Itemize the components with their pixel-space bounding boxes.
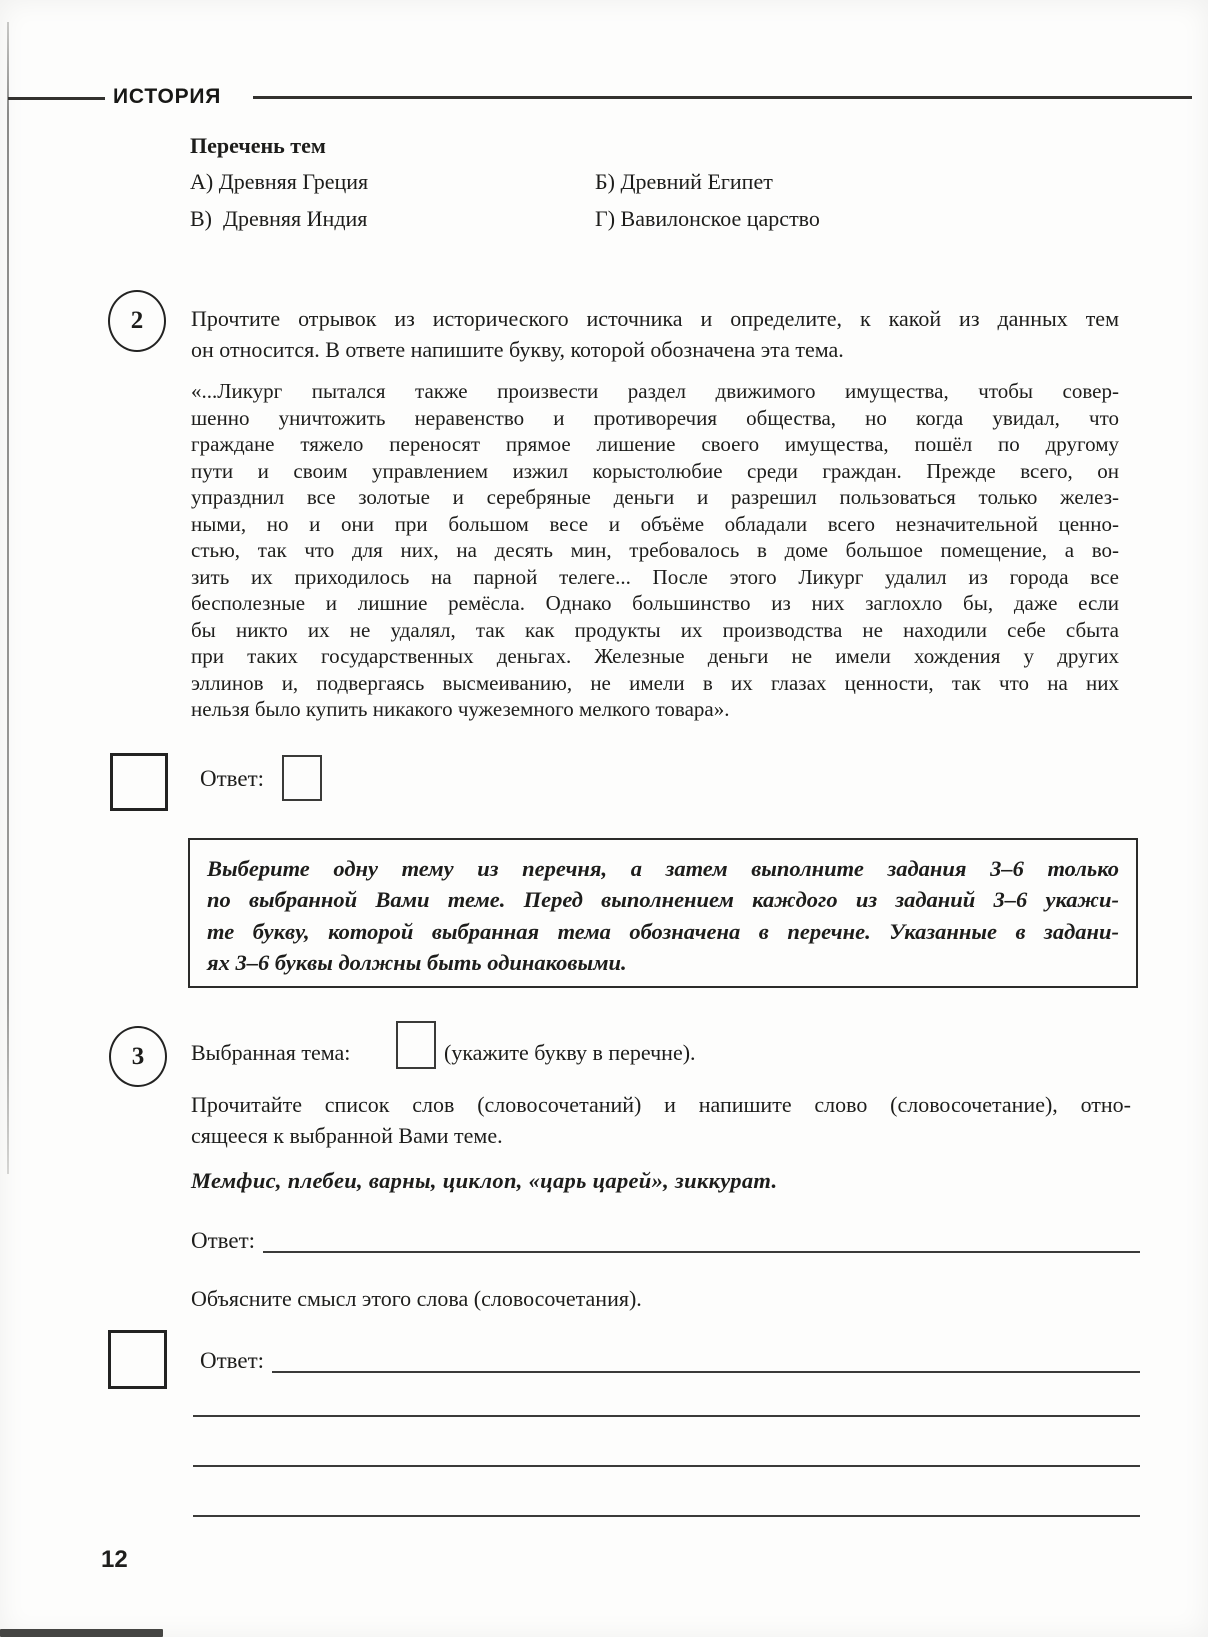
passage-line: «...Ликург пытался также произвести раздел движимого имущества, чтобы совер- [191, 379, 1119, 403]
theme-item-b [595, 169, 773, 195]
question-2-score-box[interactable] [110, 753, 168, 811]
answer-blank-line[interactable] [193, 1494, 1140, 1517]
theme-text-b: Древний Египет [620, 169, 773, 194]
theme-letter-g: Г) [595, 206, 616, 231]
passage-line: упразднил все золотые и серебряные деньги и разрешил пользоваться только желез- [191, 485, 1119, 509]
scan-artifact-bar [0, 1629, 163, 1637]
passage-line: бесполезные и лишние ремёсла. Однако большинство из них заглохло бы, даже если [191, 591, 1119, 615]
question-2-instruction-line: Прочтите отрывок из исторического источника и определите, к какой из данных тем [191, 306, 1119, 331]
passage-line: эллинов и, подвергаясь высмеиванию, не имели в их глазах ценности, так что на них [191, 670, 1119, 695]
passage-line: зить их приходилось на парной телеге... После этого Ликург удалил из города все [191, 564, 1119, 589]
chosen-theme-box[interactable] [396, 1021, 436, 1069]
passage-line: при таких государственных деньгах. Железные деньги не имели хождения у других [191, 644, 1119, 668]
question-3-answer-label-1: Ответ: [191, 1228, 256, 1253]
question-2-answer-box[interactable] [282, 755, 322, 801]
page-binding-crease [7, 22, 9, 1174]
theme-text-v: Древняя Индия [223, 206, 368, 231]
instruction-line: те букву, которой выбранная тема обозначена в перечне. Указанные в задани- [207, 918, 1119, 944]
passage-line: ными, но и они при большом весе и объёме обладали всего незначительной ценно- [191, 511, 1119, 536]
theme-letter-v: В) [190, 206, 212, 231]
word-list: Мемфис, плебеи, варны, циклоп, «царь царей», зиккурат. [191, 1168, 778, 1193]
question-2-number: 2 [130, 307, 144, 334]
theme-item-g [595, 206, 820, 232]
instruction-line: ях 3–6 буквы должны быть одинаковыми. [207, 950, 627, 976]
question-3-task-line: Прочитайте список слов (словосочетаний) и напишите слово (словосочетание), отно- [191, 1092, 1131, 1117]
theme-selection-instruction-box [188, 838, 1138, 988]
theme-letter-a: А) [190, 169, 214, 194]
question-2-instruction [191, 304, 1119, 365]
question-3-score-box[interactable] [108, 1330, 167, 1389]
answer-blank-line[interactable] [193, 1394, 1140, 1417]
theme-text-g: Вавилонское царство [620, 206, 820, 231]
theme-item-v [190, 206, 367, 232]
passage-line: стью, так что для них, на десять мин, требовалось в доме большое помещение, а во- [191, 538, 1119, 562]
question-3-answer-line-2[interactable] [272, 1350, 1140, 1373]
explain-word-instruction: Объясните смысл этого слова (словосочетания). [191, 1286, 642, 1311]
question-3-number: 3 [131, 1042, 145, 1070]
passage-line: пути и своим управлением изжил корыстолюбие среди граждан. Прежде всего, он [191, 458, 1119, 483]
source-passage [191, 378, 1119, 723]
question-3-task [191, 1090, 1131, 1151]
passage-line: бы никто их не удалял, так как продукты их производства не находили себе сбыта [191, 617, 1119, 642]
question-2-number-badge [108, 290, 166, 352]
chosen-theme-suffix: (укажите букву в перечне). [444, 1040, 696, 1065]
theme-letter-b: Б) [595, 169, 615, 194]
passage-line: нельзя было купить никакого чужеземного мелкого товара». [191, 697, 730, 721]
page-number: 12 [101, 1546, 128, 1573]
header-rule-left [8, 97, 105, 100]
question-3-answer-label-2: Ответ: [200, 1348, 265, 1373]
header-rule-right [253, 96, 1192, 99]
passage-line: шенно уничтожить неравенство и противоречия общества, но когда увидал, что [191, 405, 1119, 430]
instruction-line: по выбранной Вами теме. Перед выполнением каждого из заданий 3–6 укажи- [207, 887, 1119, 913]
answer-blank-line[interactable] [193, 1444, 1140, 1467]
question-2-instruction-line: он относится. В ответе напишите букву, которой обозначена эта тема. [191, 336, 844, 362]
question-3-task-line: сящееся к выбранной Вами теме. [191, 1122, 503, 1148]
page-title: ИСТОРИЯ [113, 85, 222, 108]
question-3-answer-line-1[interactable] [263, 1230, 1140, 1253]
chosen-theme-label: Выбранная тема: [191, 1040, 351, 1065]
theme-text-a: Древняя Греция [218, 169, 369, 194]
instruction-line: Выберите одну тему из перечня, а затем выполните задания 3–6 только [207, 856, 1119, 881]
passage-line: граждане тяжело переносят прямое лишение своего имущества, пошёл по другому [191, 432, 1119, 456]
theme-item-a [190, 169, 368, 195]
question-3-number-badge [109, 1026, 167, 1087]
themes-heading: Перечень тем [190, 133, 326, 158]
question-2-answer-label: Ответ: [200, 766, 265, 791]
